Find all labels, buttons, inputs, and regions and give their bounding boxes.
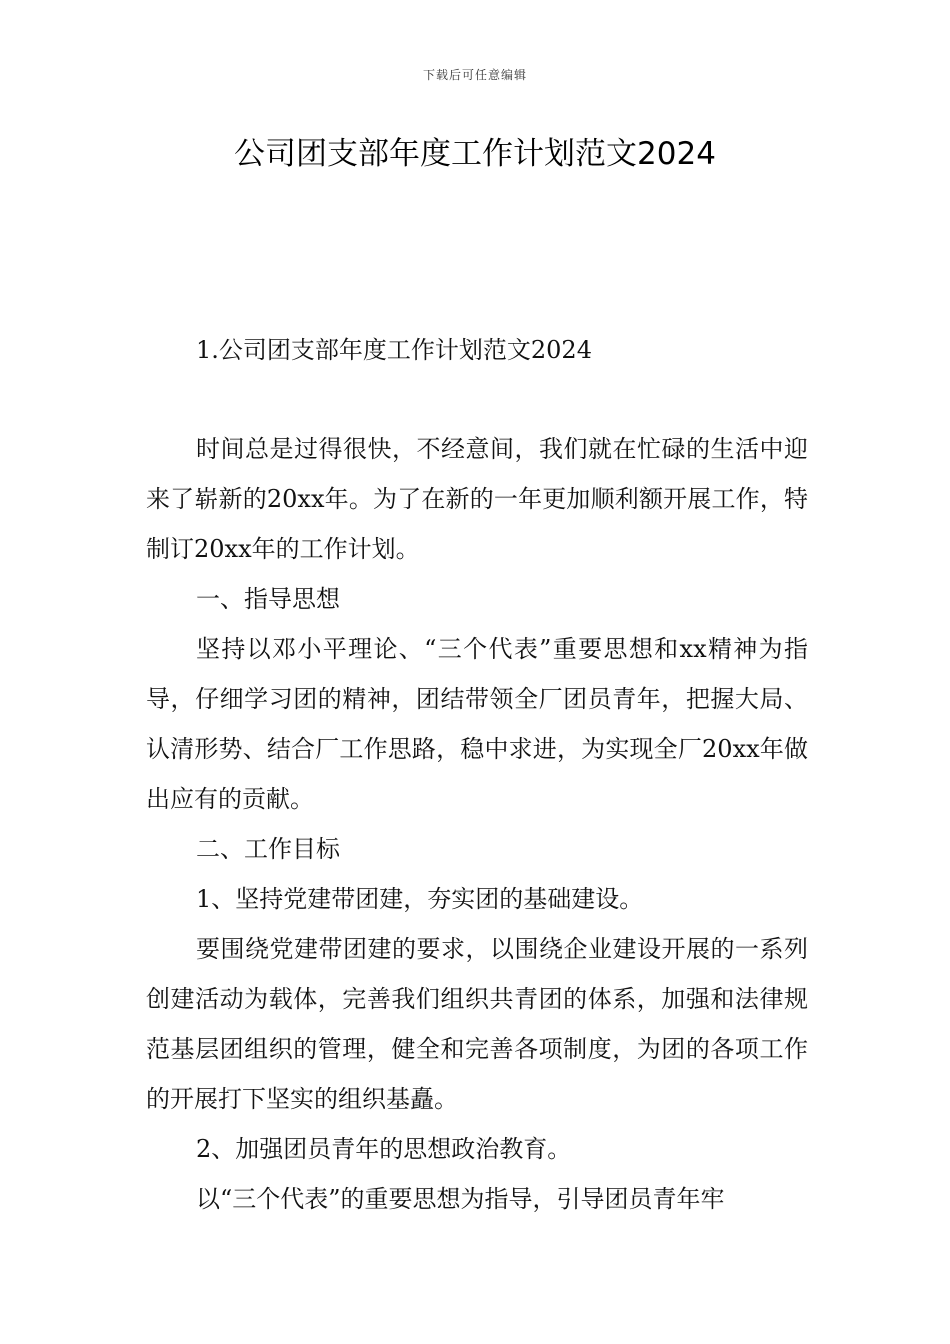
heading-guiding-thought: 一、指导思想: [196, 585, 340, 613]
paragraph-goal-2: 以“三个代表”的重要思想为指导，引导团员青年牢: [196, 1185, 725, 1213]
paragraph-intro: 时间总是过得很快，不经意间，我们就在忙碌的生活中迎来了崭新的20xx年。为了在新的一年更加顺利额开展工作，特制订20xx年的工作计划。: [146, 435, 808, 563]
section-heading: 1.公司团支部年度工作计划范文2024: [196, 336, 592, 364]
heading-work-goals: 二、工作目标: [196, 835, 340, 863]
document-title: 公司团支部年度工作计划范文2024: [234, 136, 716, 172]
paragraph-goal-1: 要围绕党建带团建的要求，以围绕企业建设开展的一系列创建活动为载体，完善我们组织共青团的体系，加强和法律规范基层团组织的管理，健全和完善各项制度，为团的各项工作的开展打下坚实的组织基矗。: [146, 935, 808, 1113]
header-note: 下载后可任意编辑: [422, 68, 527, 82]
subheading-goal-2: 2、加强团员青年的思想政治教育。: [196, 1135, 572, 1163]
document-body: [146, 424, 808, 1224]
paragraph-guiding-thought: 坚持以邓小平理论、“三个代表”重要思想和xx精神为指导，仔细学习团的精神，团结带领全厂团员青年，把握大局、认清形势、结合厂工作思路，稳中求进，为实现全厂20xx年做出应有的贡献。: [146, 635, 808, 813]
subheading-goal-1: 1、坚持党建带团建，夯实团的基础建设。: [196, 885, 644, 913]
